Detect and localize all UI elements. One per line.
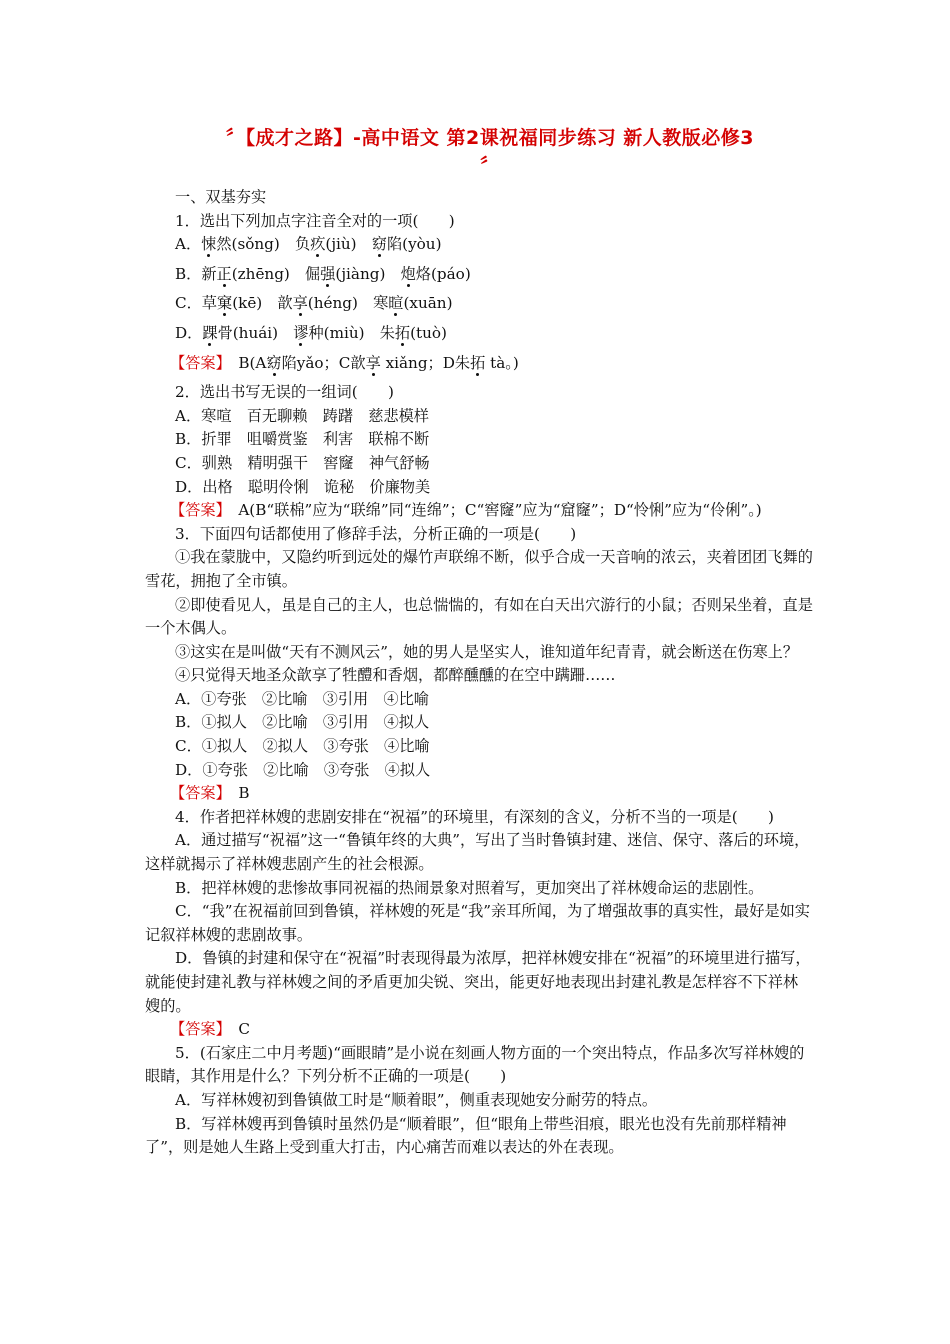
dotted-char: 拓 <box>394 323 411 342</box>
dotted-char: 享 <box>292 294 308 313</box>
text-run: (jiù) <box>325 235 372 254</box>
q5-option-a: A．写祥林嫂初到鲁镇做工时是“顺着眼”，侧重表现她安分耐劳的特点。 <box>175 1090 658 1109</box>
text-run: 陷(yòu) <box>386 235 442 254</box>
q2-option-c: C．驯熟 精明强干 窖窿 神气舒畅 <box>175 453 430 472</box>
answer-tag: 【答案】 <box>170 784 224 803</box>
q5-stem: 5．(石家庄二中月考题)“画眼睛”是小说在刻画人物方面的一个突出特点，作品多次写祥林嫂的眼睛，其作用是什么？下列分析不正确的一项是( ) <box>145 1043 805 1086</box>
text-run: 骨(huái) <box>217 323 294 342</box>
text-run: (héng) 寒 <box>307 294 389 313</box>
q2-option-d: D．出格 聪明伶悧 诡秘 价廉物美 <box>175 477 431 496</box>
q1-option-b <box>145 263 813 287</box>
q3-sentence-1: ①我在蒙胧中，又隐约听到远处的爆竹声联绵不断，似乎合成一天音响的浓云，夹着团团飞舞的雪花，拥抱了全市镇。 <box>145 548 813 590</box>
q3-option-a: A．①夸张 ②比喻 ③引用 ④比喻 <box>175 689 429 708</box>
q1-answer <box>145 352 813 376</box>
text-run: A． <box>175 235 202 254</box>
text-run: (tuò) <box>410 323 447 342</box>
q1-option-c <box>145 292 813 316</box>
q5-option-b: B．写祥林嫂再到鲁镇时虽然仍是“顺着眼”，但“眼角上带些泪痕，眼光也没有先前那样精神了”，则是她人生路上受到重大打击，内心痛苦而难以表达的外在表现。 <box>145 1114 787 1157</box>
answer-tag: 【答案】 <box>170 353 224 372</box>
text-run: xiǎng；D朱 <box>380 353 471 372</box>
q1-option-a <box>145 233 813 257</box>
title-line-1: 〞【成才之路】-高中语文 第2课祝福同步练习 新人教版必修3 <box>225 127 755 149</box>
text-run: (zhēng) 倔 <box>231 264 321 283</box>
dotted-char: 享 <box>365 353 381 372</box>
q4-option-d: D．鲁镇的封建和保守在“祝福”时表现得最为浓厚，把祥林嫂安排在“祝福”的环境里进行描写，就能使封建礼教与祥林嫂之间的矛盾更加尖锐、突出，能更好地表现出封建礼教是怎样容不下祥林嫂的。 <box>145 949 811 1015</box>
text-run: C <box>223 1020 250 1039</box>
answer-tag: 【答案】 <box>170 501 224 520</box>
title-line-2: 〞 <box>480 155 500 177</box>
q3-sentence-4: ④只觉得天地圣众歆享了牲醴和香烟，都醉醺醺的在空中蹒跚…… <box>175 666 616 685</box>
q3-sentence-2: ②即使看见人，虽是自己的主人，也总惴惴的，有如在白天出穴游行的小鼠；否则呆坐着，直是一个木偶人。 <box>145 595 813 638</box>
q3-sentence-3: ③这实在是叫做“天有不测风云”，她的男人是坚实人，谁知道年纪青青，就会断送在伤寒上？ <box>175 642 799 661</box>
text-run: (jiàng) <box>335 264 401 283</box>
q4-option-c: C．“我”在祝福前回到鲁镇，祥林嫂的死是“我”亲耳所闻，为了增强故事的真实性，最好是如实记叙祥林嫂的悲剧故事。 <box>145 902 810 944</box>
text-run: 烙(páo) <box>415 264 471 283</box>
text-run: B．新 <box>175 264 217 283</box>
q2-answer <box>145 499 813 523</box>
text-run: A(B“联棉”应为“联绵”同“连绵”；C“窖窿”应为“窟窿”；D“怜悧”应为“伶俐”。) <box>223 501 762 520</box>
dotted-char: 暄 <box>388 294 404 313</box>
text-run: 陷yǎo；C歆 <box>281 353 366 372</box>
q2-stem: 2．选出书写无误的一组词( ) <box>175 383 394 402</box>
q4-answer <box>145 1018 813 1042</box>
document-body <box>145 186 813 1160</box>
document-title <box>150 124 830 180</box>
answer-tag: 【答案】 <box>170 1020 224 1039</box>
q3-option-b: B．①拟人 ②比喻 ③引用 ④拟人 <box>175 713 430 732</box>
q4-option-a: A．通过描写“祝福”这一“鲁镇年终的大典”，写出了当时鲁镇封建、迷信、保守、落后的环境，这样就揭示了祥林嫂悲剧产生的社会根源。 <box>145 831 810 874</box>
text-run: (kē) 歆 <box>232 294 293 313</box>
dotted-char: 踝 <box>202 323 218 342</box>
text-run: tà。) <box>485 353 519 372</box>
dotted-char: 炮 <box>400 264 416 283</box>
q4-option-b: B．把祥林嫂的悲惨故事同祝福的热闹景象对照着写，更加突出了祥林嫂命运的悲剧性。 <box>175 878 764 897</box>
text-run: 种(miù) 朱 <box>308 323 395 342</box>
q3-stem: 3．下面四句话都使用了修辞手法，分析正确的一项是( ) <box>175 524 577 543</box>
q1-stem: 1．选出下列加点字注音全对的一项( ) <box>175 211 455 230</box>
text-run: B <box>223 784 250 803</box>
text-run: C．草 <box>175 294 217 313</box>
q1-option-d <box>145 322 813 346</box>
section-heading: 一、双基夯实 <box>175 188 267 206</box>
dotted-char: 窈 <box>266 353 282 372</box>
dotted-char: 强 <box>320 264 336 283</box>
text-run: (xuān) <box>403 294 453 313</box>
q3-answer <box>145 782 813 806</box>
q4-stem: 4．作者把祥林嫂的悲剧安排在“祝福”的环境里，有深刻的含义，分析不当的一项是( ) <box>175 807 774 826</box>
dotted-char: 窠 <box>217 294 233 313</box>
dotted-char: 拓 <box>470 353 486 372</box>
text-run: D． <box>175 323 203 342</box>
dotted-char: 谬 <box>293 323 309 342</box>
q2-option-b: B．折罪 咀嚼赏鉴 利害 联棉不断 <box>175 430 430 449</box>
dotted-char: 正 <box>216 264 232 283</box>
q2-option-a: A．寒喧 百无聊赖 踌躇 慈悲模样 <box>175 406 429 425</box>
q3-option-d: D．①夸张 ②比喻 ③夸张 ④拟人 <box>175 760 431 779</box>
dotted-char: 悚 <box>201 235 217 254</box>
text-run: B(A <box>223 353 267 372</box>
text-run: 然(sǒng) 负 <box>216 235 311 254</box>
dotted-char: 窈 <box>371 235 387 254</box>
dotted-char: 疚 <box>310 235 326 254</box>
q3-option-c: C．①拟人 ②拟人 ③夸张 ④比喻 <box>175 737 430 756</box>
